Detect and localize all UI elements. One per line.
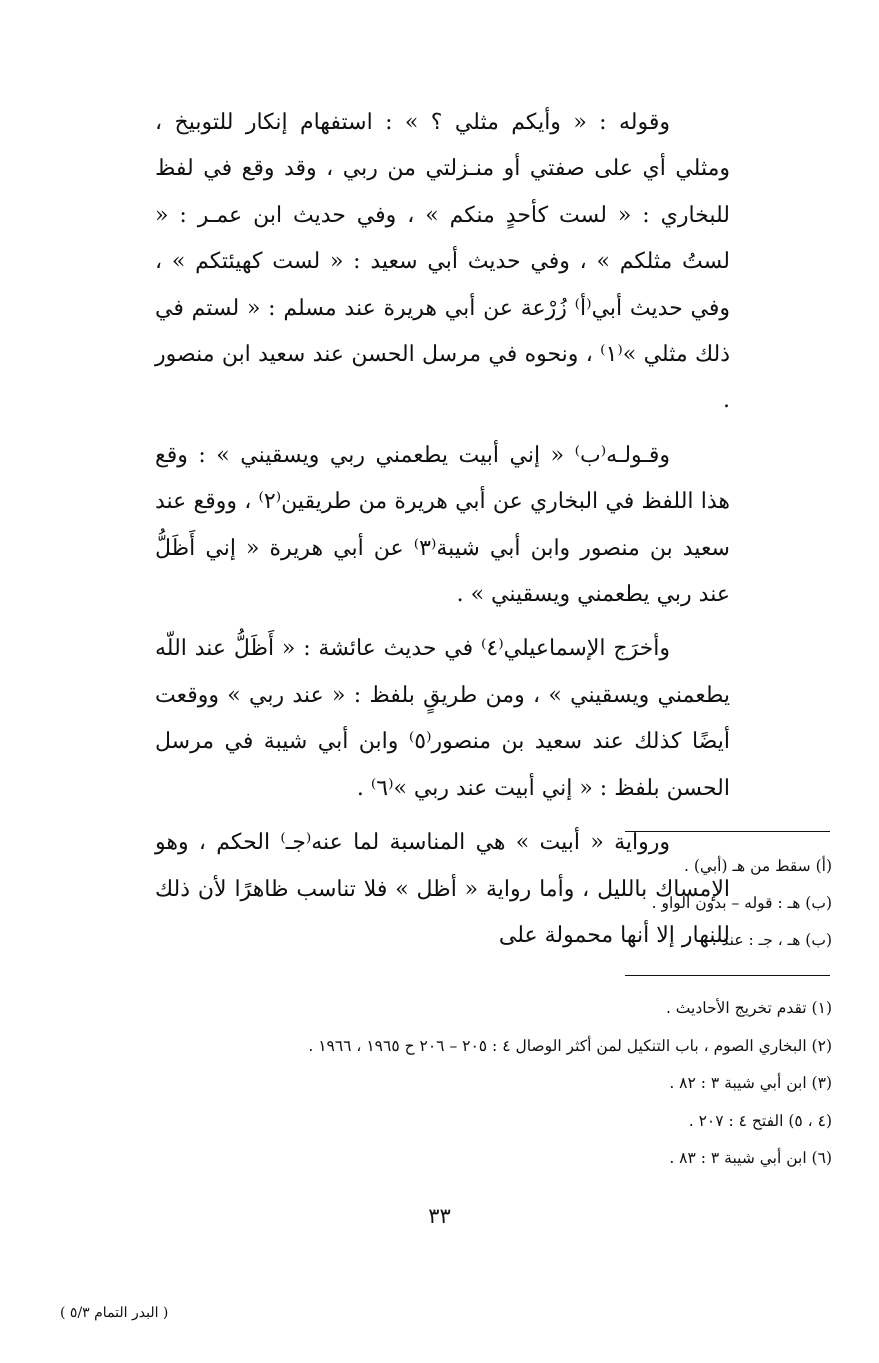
footnote-divider [625,831,830,832]
footnote: (أ) سقط من هـ (أبي) . [684,857,832,875]
footnote: (٦) ابن أبي شيبة ٣ : ٨٣ . [669,1149,832,1167]
footnote: (٣) ابن أبي شيبة ٣ : ٨٢ . [669,1074,832,1092]
footnote: (١) تقدم تخريج الأحاديث . [665,999,832,1017]
paragraph: وأخرَج الإسماعيلي⁽٤⁾ في حديث عائشة : « أَظَلُّ عند اللّه يطعمني ويسقيني » ، ومن طريقٍ بلفظ : « عند ربي » ووقعت أيضًا كذلك عند سعيد بن منصور⁽٥⁾ وابن أبي شيبة في مرسل الحسن بلفظ : « إني أبيت عند ربي »⁽٦⁾ . [155,636,730,801]
page-number: ٣٣ [428,1204,451,1228]
paragraph: ورواية « أبيت » هي المناسبة لما عنه⁽جـ⁾ الحكم ، وهو الإمساك بالليل ، وأما رواية « أظل » فلا تناسب ظاهرًا لأن ذلك للنهار إلا أنها محمولة على [155,830,730,948]
signature-mark: ( البدر التمام ٥/٣ ) [60,1305,169,1321]
footnote: (ب) هـ ، جـ : عند . [711,931,832,949]
footnote: (٤ ، ٥) الفتح ٤ : ٢٠٧ . [688,1111,832,1130]
reference-footnotes [132,990,832,1178]
paragraph: وقوله : « وأيكم مثلي ؟ » : استفهام إنكار للتوبيخ ، ومثلي أي على صفتي أو منـزلتي من ربي ، وقد وقع في لفظ للبخاري : « لست كأحدٍ منكم » ، وفي حديث ابن عمـر : « لستُ مثلكم » ، وفي حديث أبي سعيد : « لست كهيئتكم » ، وفي حديث أبي⁽أ⁾ زُرْعة عن أبي هريرة عند مسلم : « لستم في ذلك مثلي »⁽١⁾ ، ونحوه في مرسل الحسن عند سعيد ابن منصور . [155,110,731,414]
footnote: (٢) البخاري الصوم ، باب التنكيل لمن أكثر الوصال ٤ : ٢٠٥ – ٢٠٦ ح ١٩٦٥ ، ١٩٦٦ . [308,1036,832,1055]
paragraph: وقـولـه⁽ب⁾ « إني أبيت يطعمني ربي ويسقيني » : وقع هذا اللفظ في البخاري عن أبي هريرة من طريقين⁽٢⁾ ، ووقع عند سعيد بن منصور وابن أبي شيبة⁽٣⁾ عن أبي هريرة « إني أَظَلُّ عند ربي يطعمني ويسقيني » . [155,442,730,608]
footnote-divider [625,975,830,976]
footnote: (ب) هـ : قوله – بدون الواو . [651,894,832,912]
variant-footnotes [412,848,832,959]
